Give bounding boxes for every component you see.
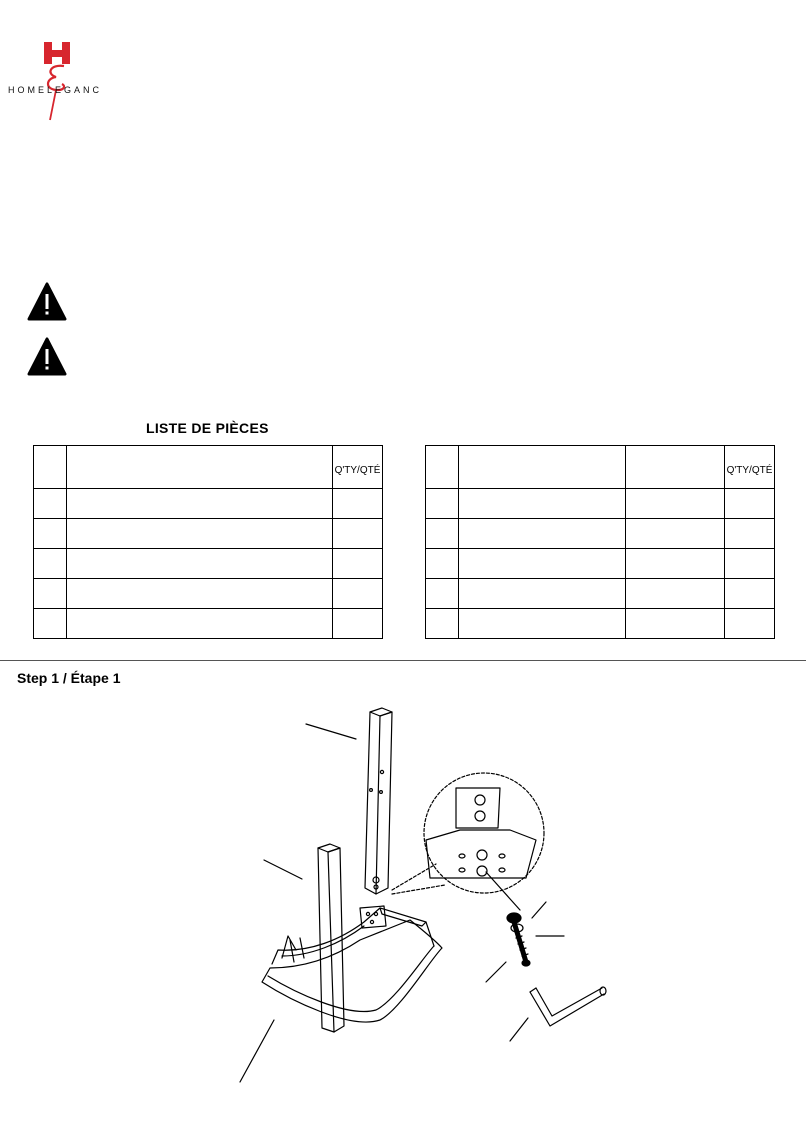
front-leg-part xyxy=(318,844,344,1032)
table-cell xyxy=(459,446,626,489)
detail-callout xyxy=(424,773,544,910)
table-row xyxy=(34,549,383,579)
section-divider xyxy=(0,660,806,661)
warning-triangle-icon xyxy=(27,282,67,322)
qty-header: Q'TY/QTÉ xyxy=(725,446,775,489)
table-header-row xyxy=(426,446,775,489)
detail-connector xyxy=(392,864,445,894)
qty-header: Q'TY/QTÉ xyxy=(333,446,383,489)
table-header-row xyxy=(34,446,383,489)
table-cell xyxy=(67,446,333,489)
logo-wordmark: HOMELEGANC xyxy=(8,85,103,95)
table-row xyxy=(34,579,383,609)
bolt-with-washers-icon xyxy=(507,913,530,966)
table-row xyxy=(34,609,383,639)
parts-list-title: LISTE DE PIÈCES xyxy=(146,420,269,436)
allen-key-icon xyxy=(530,987,606,1026)
table-cell xyxy=(626,446,725,489)
parts-table-left xyxy=(33,445,383,639)
parts-table-right xyxy=(425,445,775,639)
table-cell xyxy=(426,446,459,489)
warning-triangle-icon xyxy=(27,337,67,377)
table-row xyxy=(426,549,775,579)
table-row xyxy=(34,519,383,549)
table-row xyxy=(426,519,775,549)
callout-lines xyxy=(240,724,564,1082)
table-row xyxy=(426,489,775,519)
table-cell xyxy=(34,446,67,489)
back-leg-part xyxy=(365,708,392,894)
table-row xyxy=(34,489,383,519)
step-title: Step 1 / Étape 1 xyxy=(17,670,121,686)
brand-logo xyxy=(6,40,116,130)
seat-frame-part xyxy=(262,906,442,1022)
table-row xyxy=(426,579,775,609)
table-row xyxy=(426,609,775,639)
assembly-diagram xyxy=(230,700,630,1100)
